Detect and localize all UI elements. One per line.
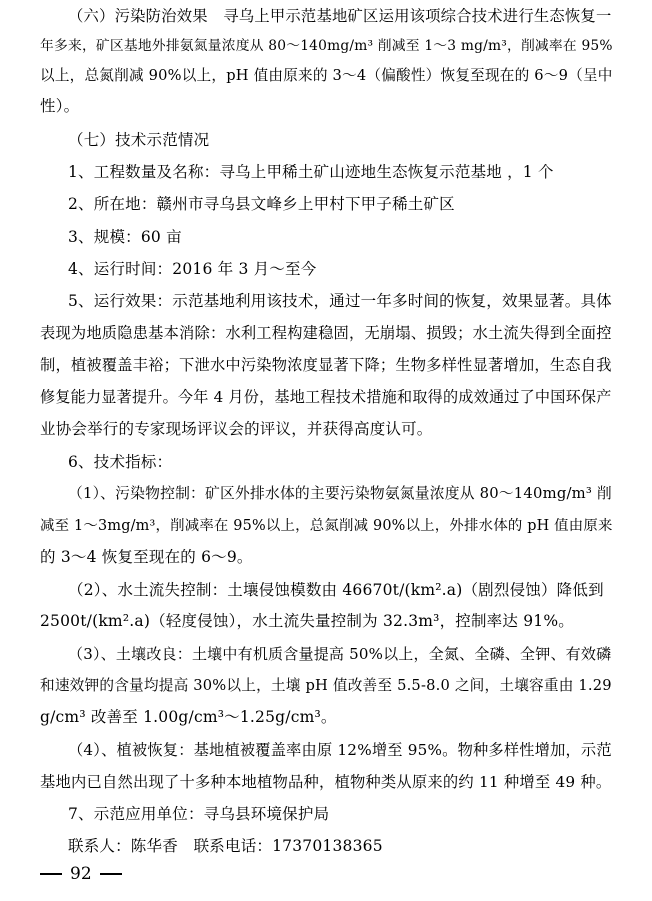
text-line: （六）污染防治效果 寻乌上甲示范基地矿区运用该项综合技术进行生态恢复一 xyxy=(68,7,612,25)
text-line: 业协会举行的专家现场评议会的评议，并获得高度认可。 xyxy=(40,420,433,438)
text-line: 2、所在地：赣州市寻乌县文峰乡上甲村下甲子稀土矿区 xyxy=(68,195,455,213)
text-line: （3）、土壤改良：土壤中有机质含量提高 50%以上，全氮、全磷、全钾、有效磷 xyxy=(68,645,612,663)
text-line: 3、规模：60 亩 xyxy=(68,228,182,246)
page-footer xyxy=(40,862,122,886)
text-line: 减至 1～3mg/m³，削减率在 95%以上，总氮削减 90%以上，外排水体的 pH 值由原来 xyxy=(40,518,613,534)
text-line: 7、示范应用单位：寻乌县环境保护局 xyxy=(68,805,330,823)
text-line: 6、技术指标： xyxy=(68,453,173,471)
text-line: 5、运行效果：示范基地利用该技术，通过一年多时间的恢复，效果显著。具体 xyxy=(68,292,612,310)
footer-dash-left xyxy=(40,873,62,875)
text-line: g/cm³ 改善至 1.00g/cm³～1.25g/cm³。 xyxy=(40,708,337,726)
footer-dash-right xyxy=(100,873,122,875)
text-line: （4）、植被恢复：基地植被覆盖率由原 12%增至 95%。物种多样性增加，示范 xyxy=(68,741,612,759)
text-line: 修复能力显著提升。今年 4 月份，基地工程技术措施和取得的成效通过了中国环保产 xyxy=(40,388,612,406)
text-line: 制，植被覆盖丰裕；下泄水中污染物浓度显著下降；生物多样性显著增加，生态自我 xyxy=(40,356,612,374)
text-line: 和速效钾的含量均提高 30%以上，土壤 pH 值改善至 5.5-8.0 之间，土壤容重由 1.29 xyxy=(40,677,612,694)
text-line: 的 3～4 恢复至现在的 6～9。 xyxy=(40,548,253,566)
text-line: 基地内已自然出现了十多种本地植物品种，植物种类从原来的约 11 种增至 49 种。 xyxy=(40,773,612,791)
text-line: 年多来，矿区基地外排氨氮量浓度从 80～140mg/m³ 削减至 1～3 mg/m³，削减率在 95% xyxy=(40,38,613,54)
page-number: 92 xyxy=(70,864,92,884)
text-line: 表现为地质隐患基本消除：水利工程构建稳固，无崩塌、损毁；水土流失得到全面控 xyxy=(40,324,612,342)
section-heading: （七）技术示范情况 xyxy=(68,131,210,149)
text-line: 1、工程数量及名称：寻乌上甲稀土矿山迹地生态恢复示范基地 ，1 个 xyxy=(68,163,554,181)
text-line: （2）、水土流失控制：土壤侵蚀模数由 46670t/(km².a)（剧烈侵蚀）降低到 xyxy=(68,581,604,599)
contact-line: 联系人：陈华香 联系电话：17370138365 xyxy=(68,837,383,855)
text-line: 2500t/(km².a)（轻度侵蚀），水土流失量控制为 32.3m³，控制率达 91%。 xyxy=(40,612,574,630)
text-line: 性）。 xyxy=(40,97,80,115)
text-line: （1）、污染物控制：矿区外排水体的主要污染物氨氮量浓度从 80～140mg/m³ 削 xyxy=(68,485,612,502)
text-line: 4、运行时间：2016 年 3 月～至今 xyxy=(68,260,317,278)
text-line: 以上，总氮削减 90%以上，pH 值由原来的 3～4（偏酸性）恢复至现在的 6～9（呈中 xyxy=(40,67,613,84)
